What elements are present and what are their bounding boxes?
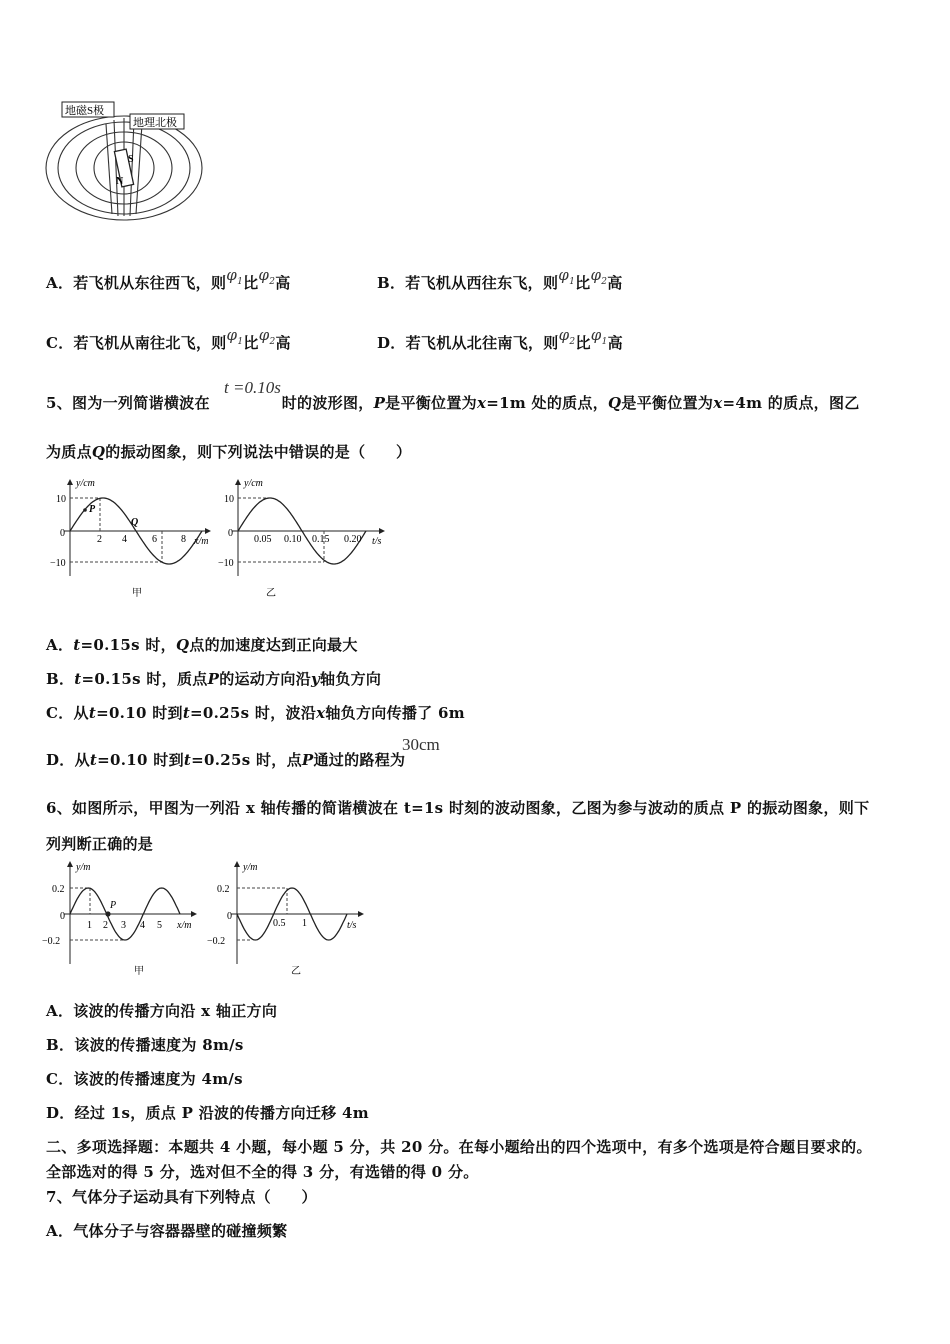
figure-caption: 乙 bbox=[266, 588, 276, 599]
x-axis-label: t/s bbox=[372, 536, 382, 547]
t-tick: 0.5 bbox=[273, 918, 286, 929]
x-tick: 1 bbox=[87, 920, 92, 931]
y-tick-top: 0.2 bbox=[217, 884, 230, 895]
q6-vibration-graph-yi bbox=[205, 858, 370, 980]
q4-option-b[interactable]: B．若飞机从西往东飞，则$\varphi_1$比$\varphi_2$高 bbox=[377, 266, 623, 292]
x-axis-label: x/m bbox=[177, 920, 192, 931]
q7-stem: 7、气体分子运动具有下列特点（ ） bbox=[46, 1188, 317, 1206]
q6-option-d[interactable]: D．经过 1s，质点 P 沿波的传播方向迁移 4m bbox=[46, 1104, 369, 1122]
y-tick-bottom: −10 bbox=[218, 558, 234, 569]
time-formula: t =0.10s bbox=[224, 378, 281, 397]
figure-caption: 乙 bbox=[291, 966, 301, 977]
q7-option-a[interactable]: A．气体分子与容器器壁的碰撞频繁 bbox=[46, 1222, 288, 1240]
y-tick-bottom: −0.2 bbox=[42, 936, 61, 947]
y-axis-label: y/cm bbox=[244, 478, 263, 489]
q6-option-c[interactable]: C．该波的传播速度为 4m/s bbox=[46, 1070, 243, 1088]
x-tick: 5 bbox=[157, 920, 162, 931]
q5-option-c[interactable]: C．从t=0.10 时到t=0.25s 时，波沿x轴负方向传播了 6m bbox=[46, 704, 465, 722]
x-tick: 4 bbox=[140, 920, 145, 931]
origin-label: 0 bbox=[228, 528, 233, 539]
section-2-note: 全部选对的得 5 分，选对但不全的得 3 分，有选错的得 0 分。 bbox=[46, 1163, 479, 1181]
x-tick: 6 bbox=[152, 534, 157, 545]
point-p-marker bbox=[105, 911, 110, 916]
q5-stem-line2: 为质点Q的振动图象，则下列说法中错误的是（ ） bbox=[46, 443, 412, 461]
q4-option-a[interactable]: A．若飞机从东往西飞，则$\varphi_1$比$\varphi_2$高 bbox=[46, 266, 291, 292]
q6-stem-line1: 6、如图所示，甲图为一列沿 x 轴传播的简谐横波在 t=1s 时刻的波动图象，乙图为参与波动的质点 P 的振动图象，则下 bbox=[46, 799, 870, 817]
x-tick: 8 bbox=[181, 534, 186, 545]
x-axis-label: t/s bbox=[347, 920, 357, 931]
x-tick: 2 bbox=[103, 920, 108, 931]
x-tick: 2 bbox=[97, 534, 102, 545]
geomagnetic-field-figure bbox=[44, 98, 209, 226]
q4-option-d[interactable]: D．若飞机从北往南飞，则$\varphi_2$比$\varphi_1$高 bbox=[377, 326, 623, 352]
q6-stem-line2: 列判断正确的是 bbox=[46, 835, 154, 853]
y-tick-top: 10 bbox=[224, 494, 234, 505]
y-axis-label: y/cm bbox=[76, 478, 95, 489]
t-tick: 0.05 bbox=[254, 534, 272, 545]
geomagnetic-s-pole-label: 地磁S极 bbox=[65, 105, 105, 117]
q4-option-c[interactable]: C．若飞机从南往北飞，则$\varphi_1$比$\varphi_2$高 bbox=[46, 326, 291, 352]
figure-caption: 甲 bbox=[132, 588, 142, 599]
y-axis-label: y/m bbox=[243, 862, 258, 873]
q5-vibration-graph-yi bbox=[214, 476, 392, 602]
x-tick: 3 bbox=[121, 920, 126, 931]
q5-option-b[interactable]: B．t=0.15s 时，质点P的运动方向沿y轴负方向 bbox=[46, 670, 382, 688]
origin-label: 0 bbox=[227, 911, 232, 922]
q5-option-a[interactable]: A．t=0.15s 时，Q点的加速度达到正向最大 bbox=[46, 636, 358, 654]
q5-option-d[interactable]: D．从t=0.10 时到t=0.25s 时，点P通过的路程为 bbox=[46, 751, 406, 769]
y-axis-label: y/m bbox=[76, 862, 91, 873]
pole-n-label: N bbox=[116, 176, 124, 187]
distance-formula: 30cm bbox=[402, 735, 440, 754]
y-tick-bottom: −10 bbox=[50, 558, 66, 569]
y-tick-top: 0.2 bbox=[52, 884, 65, 895]
geographic-north-label: 地理北极 bbox=[133, 117, 177, 129]
y-tick-top: 10 bbox=[56, 494, 66, 505]
q6-option-b[interactable]: B．该波的传播速度为 8m/s bbox=[46, 1036, 244, 1054]
t-tick: 0.10 bbox=[284, 534, 302, 545]
phi-symbol: φ bbox=[226, 266, 238, 284]
pole-s-label: S bbox=[128, 154, 134, 165]
point-p-label: P bbox=[110, 900, 117, 911]
x-axis-label: x/m bbox=[194, 536, 209, 547]
origin-label: 0 bbox=[60, 911, 65, 922]
point-p-label: P bbox=[89, 504, 96, 515]
point-q-label: Q bbox=[131, 517, 139, 528]
q5-wave-graph-jia bbox=[46, 476, 218, 602]
t-tick: 0.15 bbox=[312, 534, 330, 545]
y-tick-bottom: −0.2 bbox=[207, 936, 226, 947]
q6-wave-graph-jia bbox=[40, 858, 202, 980]
origin-label: 0 bbox=[60, 528, 65, 539]
section-2-heading: 二、多项选择题：本题共 4 小题，每小题 5 分，共 20 分。在每小题给出的四个选项中，有多个选项是符合题目要求的。 bbox=[46, 1138, 872, 1156]
figure-caption: 甲 bbox=[134, 966, 144, 977]
t-tick: 1 bbox=[302, 918, 307, 929]
t-tick: 0.20 bbox=[344, 534, 362, 545]
q6-option-a[interactable]: A．该波的传播方向沿 x 轴正方向 bbox=[46, 1002, 278, 1020]
x-tick: 4 bbox=[122, 534, 127, 545]
q5-stem-line1: 5、图为一列简谐横波在 时的波形图，P是平衡位置为x=1m 处的质点，Q是平衡位置为x=4m 的质点，图乙 bbox=[46, 394, 860, 412]
